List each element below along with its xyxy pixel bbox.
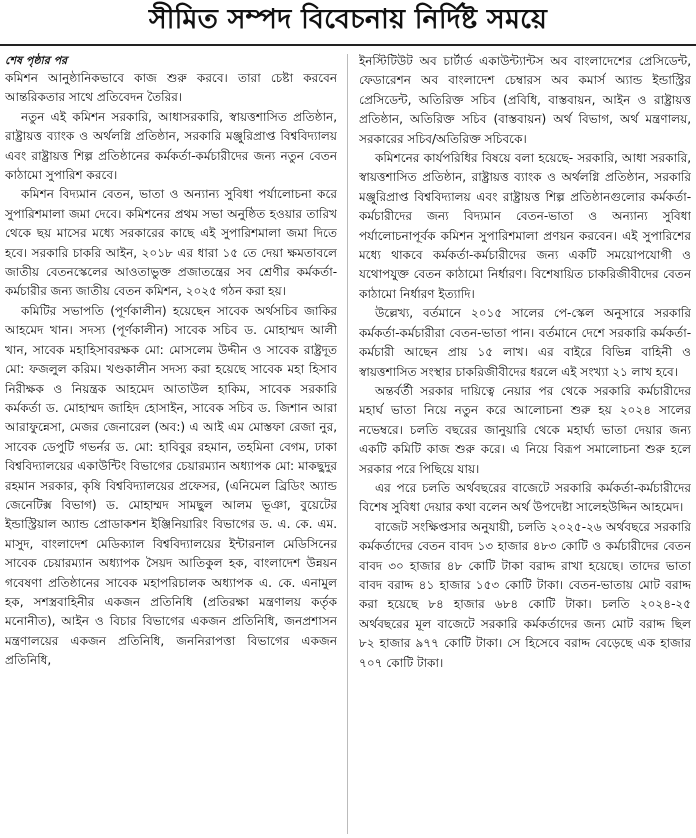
paragraph: কমিশন আনুষ্ঠানিকভাবে কাজ শুরু করবে। তারা চেষ্টা করবেন আন্তরিকতার সাথে প্রতিবেদন তৈরির।	[5, 71, 337, 105]
headline-rule	[0, 44, 696, 46]
paragraph: কমিশনের কার্যপরিধির বিষয়ে বলা হয়েছে- সরকারি, আধা সরকারি, স্বায়ত্তশাসিত প্রতিষ্ঠান, রাষ্ট্রায়ত্ত ব্যাংক ও অর্থলগ্নি প্রতিষ্ঠান, সরকারি মঞ্জুরিপ্রাপ্ত বিশ্ববিদ্যালয় এবং রাষ্ট্রায়ত্ত শিল্প প্রতিষ্ঠানগুলোর কর্মকর্তা-কর্মচারীদের জন্য বিদ্যমান বেতন-ভাতা ও অন্যান্য সুবিধা পর্যালোচনাপূর্বক কমিশন সুপারিশমালা প্রণয়ন করবেন। এই সুপারিশের মধ্যে থাকবে কর্মকর্তা-কর্মচারীদের জন্য একটি সময়োপযোগী ও যথোপযুক্ত বেতন কাঠামো নির্ধারণ। বিশেষায়িত চাকরিজীবীদের বেতন কাঠামো নির্ধারণ ইত্যাদি।	[359, 151, 691, 301]
paragraph: কমিশন বিদ্যমান বেতন, ভাতা ও অন্যান্য সুবিধা পর্যালোচনা করে সুপারিশমালা জমা দেবে। কমিশনের প্রথম সভা অনুষ্ঠিত হওয়ার তারিখ থেকে ছয় মাসের মধ্যে সরকারের কাছে এই সুপারিশমালা জমা দিতে হবে। সরকারি চাকরি আইন, ২০১৮ এর ধারা ১৫ তে দেয়া ক্ষমতাবলে জাতীয় বেতনস্কেলের আওতাভুক্ত প্রজাতন্ত্রের সব শ্রেণীর কর্মকর্তা-কর্মচারীর জন্য জাতীয় বেতন কমিশন, ২০২৫ গঠন করা হয়।	[5, 187, 337, 299]
right-column	[359, 52, 691, 836]
paragraph: কমিটির সভাপতি (পূর্ণকালীন) হয়েছেন সাবেক অর্থসচিব জাকির আহমেদ খান। সদস্য (পূর্ণকালীন) সাবেক সচিব ড. মোহাম্মদ আলী খান, সাবেক মহাহিসাবরক্ষক মো: মোসলেম উদ্দীন ও সাবেক রাষ্ট্রদূত মো: ফজলুল করিম। খণ্ডকালীন সদস্য করা হয়েছে সাবেক মহা হিসাব নিরীক্ষক ও নিয়ন্ত্রক আহমেদ আতাউল হাকিম, সাবেক সরকারি কর্মকর্তা ড. মোহাম্মদ জাহিদ হোসাইন, সাবেক সচিব ড. জিশান আরা আরাফুন্নেসা, মেজর জেনারেল (অব:) এ আই এম মোস্তফা রেজা নুর, সাবেক ডেপুটি গভর্নর ড. মো: হাবিবুর রহমান, তহমিনা বেগম, ঢাকা বিশ্ববিদ্যালয়ের একাউন্টিং বিভাগের চেয়ারম্যান অধ্যাপক মো: মাকছুদুর রহমান সরকার, কৃষি বিশ্ববিদ্যালয়ের প্রফেসর, (এনিমেল ব্রিডিং অ্যান্ড জেনেটিক্স বিভাগ) ড. মোহাম্মদ সামছুল আলম ভূঞা, বুয়েটের ইন্ডাস্ট্রিয়াল অ্যান্ড প্রোডাকশন ইঞ্জিনিয়ারিং বিভাগের ড. এ. কে. এম. মাসুদ, বাংলাদেশ মেডিক্যাল বিশ্ববিদ্যালয়ের ইন্টারনাল মেডিসিনের সাবেক চেয়ারম্যান অধ্যাপক সৈয়দ আতিকুল হক, বাংলাদেশ উন্নয়ন গবেষণা প্রতিষ্ঠানের সাবেক মহাপরিচালক অধ্যাপক এ. কে. এনামুল হক, সশস্ত্রবাহিনীর একজন প্রতিনিধি (প্রতিরক্ষা মন্ত্রণালয় কর্তৃক মনোনীত), আইন ও বিচার বিভাগের একজন প্রতিনিধি, জনপ্রশাসন মন্ত্রণালয়ের একজন প্রতিনিধি, জননিরাপত্তা বিভাগের একজন প্রতিনিধি,	[5, 303, 337, 668]
paragraph: এর পরে চলতি অর্থবছরের বাজেটে সরকারি কর্মকর্তা-কর্মচারীদের বিশেষ সুবিধা দেয়ার কথা বলেন অর্থ উপদেষ্টা সালেহউদ্দিন আহমেদ।	[359, 480, 691, 515]
headline: সীমিত সম্পদ বিবেচনায় নির্দিষ্ট সময়ে	[148, 4, 548, 35]
paragraph: উল্লেখ্য, বর্তমানে ২০১৫ সালের পে-স্কেল অনুসারে সরকারি কর্মকর্তা-কর্মচারীরা বেতন-ভাতা পান। বর্তমানে দেশে সরকারি কর্মকর্তা-কর্মচারী আছেন প্রায় ১৫ লাখ। এর বাইরে বিভিন্ন বাহিনী ও স্বায়ত্তশাসিত সংস্থার চাকরিজীবীদের ধরলে এই সংখ্যা ২১ লাখ হবে।	[359, 306, 691, 379]
left-column	[5, 52, 337, 836]
paragraph: অন্তর্বর্তী সরকার দায়িত্বে নেয়ার পর থেকে সরকারি কর্মচারীদের মহার্ঘ ভাতা নিয়ে নতুন করে আলোচনা শুরু হয় ২০২৪ সালের নভেম্বরে। চলতি বছরের জানুয়ারি থেকে মহার্ঘ্য ভাতা দেয়ার জন্য একটি কমিটি কাজ শুরু করে। এ নিয়ে বিরূপ সমালোচনা শুরু হলে সরকার পরে পিছিয়ে যায়।	[359, 383, 691, 476]
paragraph: নতুন এই কমিশন সরকারি, আধাসরকারি, স্বায়ত্তশাসিত প্রতিষ্ঠান, রাষ্ট্রায়ত্ত ব্যাংক ও অর্থলগ্নি প্রতিষ্ঠান, সরকারি মঞ্জুরিপ্রাপ্ত বিশ্ববিদ্যালয় এবং রাষ্ট্রায়ত্ত শিল্প প্রতিষ্ঠানের কর্মকর্তা-কর্মচারীদের জন্য নতুন বেতন কাঠামো সুপারিশ করবে।	[5, 109, 337, 183]
paragraph: বাজেট সংক্ষিপ্তসার অনুযায়ী, চলতি ২০২৫-২৬ অর্থবছরে সরকারি কর্মকর্তাদের বেতন বাবদ ১৩ হাজার ৪৮৩ কোটি ও কর্মচারীদের বেতন বাবদ ৩০ হাজার ৪৮ কোটি টাকা বরাদ্দ রাখা হয়েছে। তাদের ভাতা বাবদ বরাদ্দ ৪১ হাজার ১৫৩ কোটি টাকা। বেতন-ভাতায় মোট বরাদ্দ করা হয়েছে ৮৪ হাজার ৬৮৪ কোটি টাকা। চলতি ২০২৪-২৫ অর্থবছরের মূল বাজেটে সরকারি কর্মকর্তাদের জন্য মোট বরাদ্দ ছিল ৮২ হাজার ৯৭৭ কোটি টাকা। সে হিসেবে বরাদ্দ বেড়েছে এক হাজার ৭০৭ কোটি টাকা।	[359, 519, 691, 670]
continued-label: শেষ পৃষ্ঠার পর	[5, 54, 68, 67]
paragraph: ইনস্টিটিউট অব চার্টার্ড একাউন্ট্যান্টস অব বাংলাদেশের প্রেসিডেন্ট, ফেডারেশন অব বাংলাদেশ চেম্বারস অব কমার্স অ্যান্ড ইন্ডাস্ট্রির প্রেসিডেন্ট, অতিরিক্ত সচিব (প্রবিধি, বাস্তবায়ন, আইন ও রাষ্ট্রায়ত্ত প্রতিষ্ঠান, অতিরিক্ত সচিব (বাস্তবায়ন) অর্থ বিভাগ, অর্থ মন্ত্রণালয়, সরকারের সচিব/অতিরিক্ত সচিবকে।	[359, 54, 691, 146]
column-divider	[347, 54, 348, 834]
